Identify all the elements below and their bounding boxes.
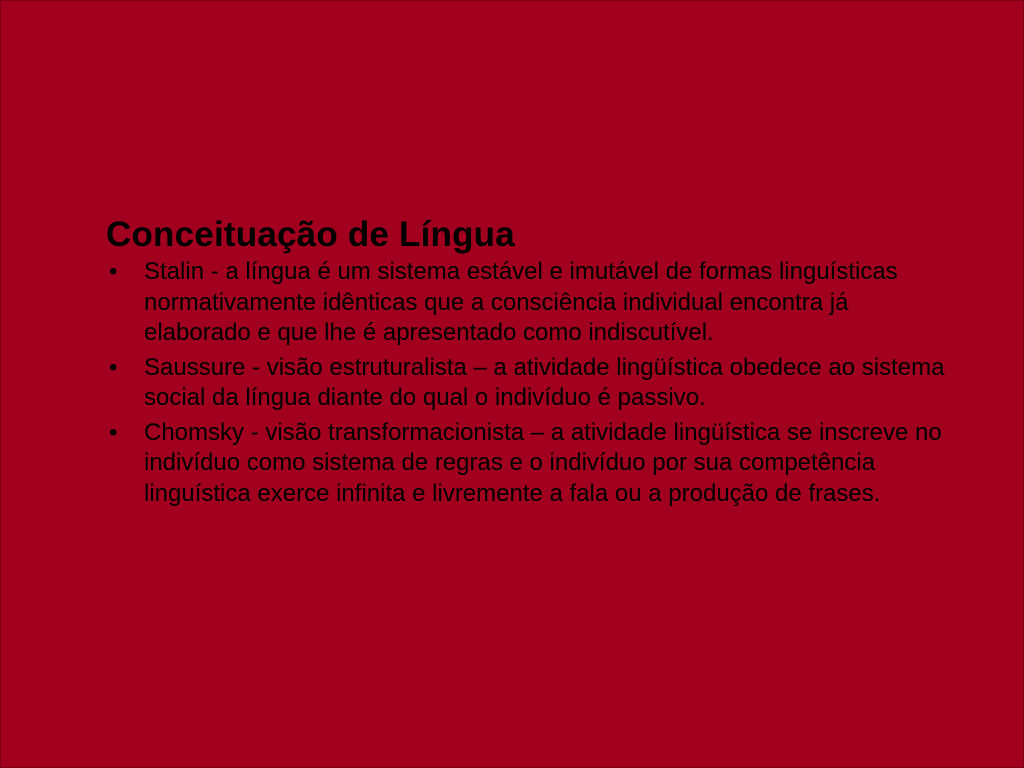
bullet-item-stalin bbox=[106, 257, 956, 349]
bullet-text: Chomsky - visão transformacionista – a atividade lingüística se inscreve no indivíduo como sistema de regras e o indivíduo por sua competência linguística exerce infinita e livremente a fala ou a produção de frases. bbox=[144, 418, 942, 507]
slide-title: Conceituação de Língua bbox=[106, 215, 515, 254]
bullet-icon: • bbox=[109, 258, 118, 285]
bullet-list bbox=[106, 257, 956, 509]
bullet-item-chomsky bbox=[106, 418, 956, 510]
bullet-icon: • bbox=[109, 418, 118, 446]
bullet-item-saussure bbox=[106, 353, 956, 414]
slide-content bbox=[106, 213, 956, 513]
bullet-text: Stalin - a língua é um sistema estável e imutável de formas linguísticas normativamente idênticas que a consciência individual encontra já elaborado e que lhe é apresentado como indiscutível. bbox=[144, 258, 898, 346]
bullet-icon: • bbox=[109, 353, 118, 381]
bullet-text: Saussure - visão estruturalista – a atividade lingüística obedece ao sistema social da língua diante do qual o indivíduo é passivo. bbox=[144, 353, 945, 411]
